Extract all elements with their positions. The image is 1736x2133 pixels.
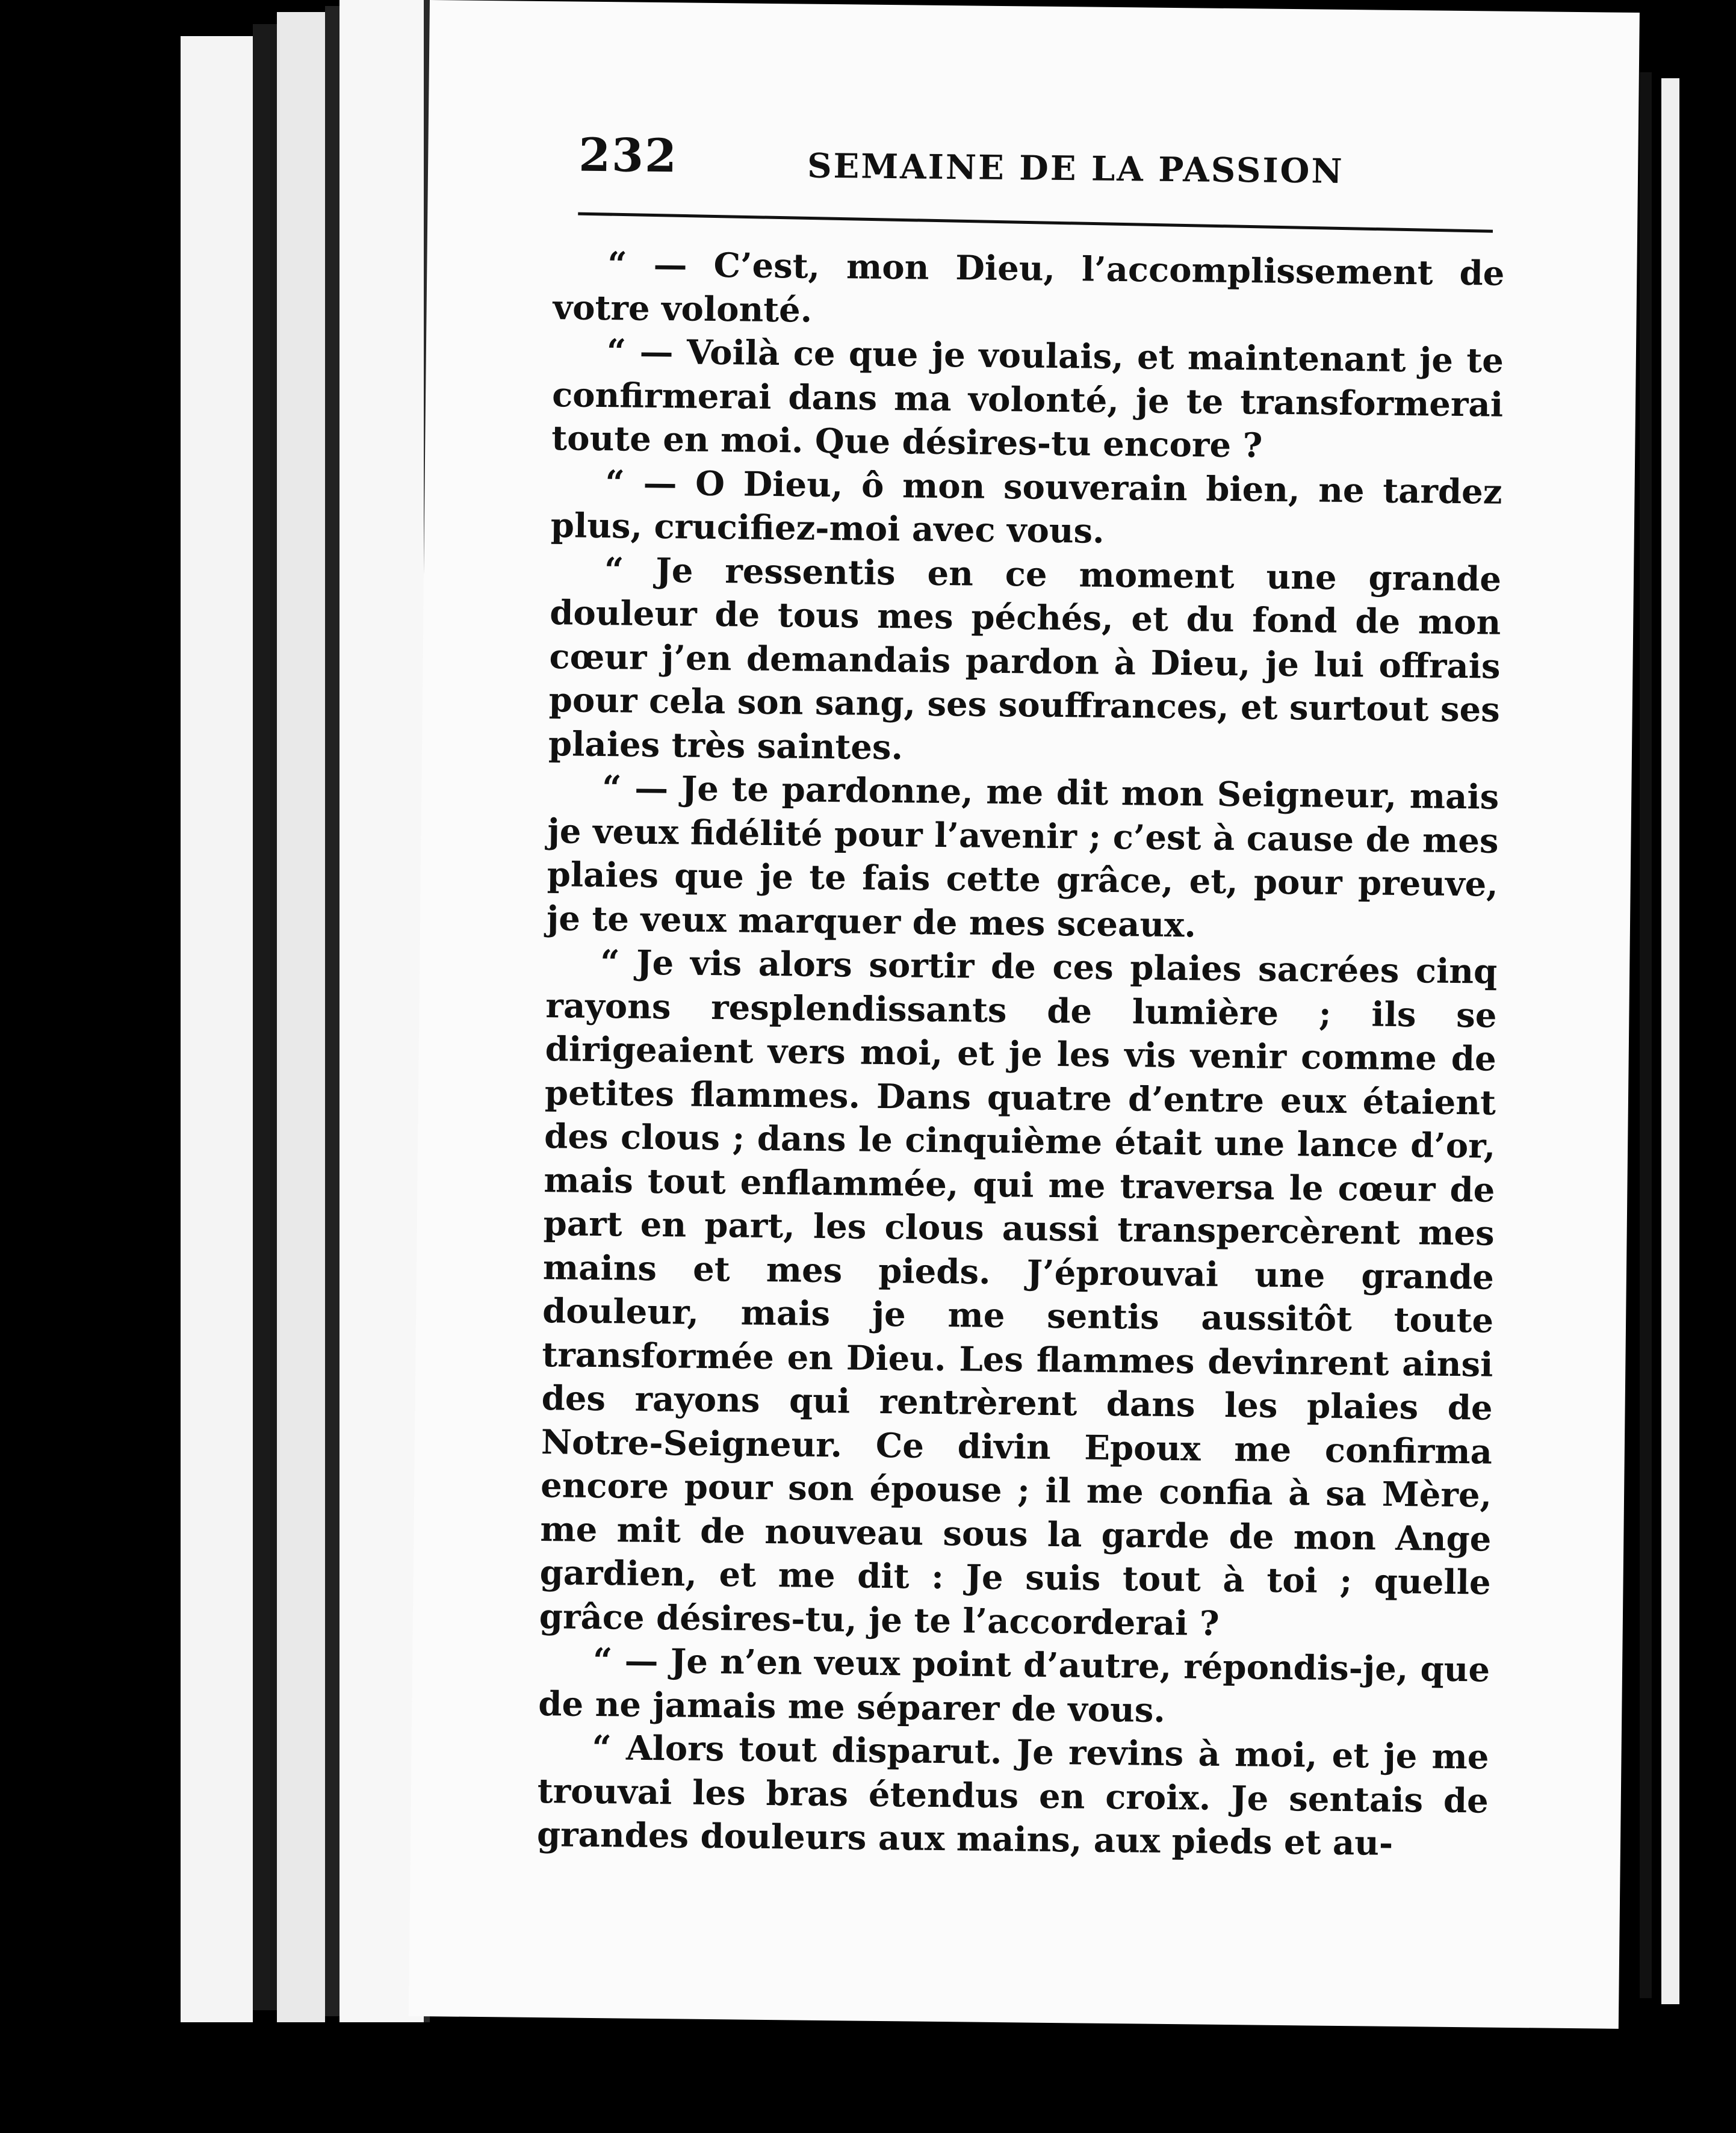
book-page <box>409 0 1640 2029</box>
next-page-edge <box>1661 78 1679 2004</box>
paragraph: “ — Je n’en veux point d’autre, répondis-je, que de ne jamais me séparer de vous. <box>538 1640 1490 1730</box>
page-edge-leaf <box>253 24 277 2010</box>
paragraph: “ — C’est, mon Dieu, l’accomplissement de votre volonté. <box>553 244 1505 330</box>
page-edge-leaf <box>277 12 325 2022</box>
paragraph: “ — O Dieu, ô mon souverain bien, ne tardez plus, crucifiez-moi avec vous. <box>550 462 1502 551</box>
running-head: SEMAINE DE LA PASSION <box>807 146 1344 191</box>
page-edge-leaf <box>181 36 253 2022</box>
paragraph: “ Je ressentis en ce moment une grande douleur de tous mes péchés, et du fond de mon cœur j’en demandais pardon à Dieu, je lui offrais pour cela son sang, ses souffrances, et surtout ses plaies très saintes. <box>548 550 1502 767</box>
paragraph: “ Je vis alors sortir de ces plaies sacrées cinq rayons resplendissants de lumière ; ils se dirigeaient vers moi, et je les vis venir comme de petites flammes. Dans quatre d’entre eux étaient des clous ; dans le cinquième était une lance d’or, mais tout enflammée, qui me traversa le cœur de part en part, les clous aussi transpercèrent mes mains et mes pieds. J’éprouvai une grande douleur, mais je me sentis aussitôt toute transformée en Dieu. Les flammes devinrent ainsi des rayons qui rentrèrent dans les plaies de Notre-Seigneur. Ce divin Epoux me confirma encore pour son épouse ; il me confia à sa Mère, me mit de nouveau sous la garde de mon Ange gardien, et me dit : Je suis tout à toi ; quelle grâce désires-tu, je te l’accorderai ? <box>539 943 1498 1644</box>
page-number: 232 <box>578 128 678 183</box>
paragraph: “ — Voilà ce que je voulais, et maintenant je te confirmerai dans ma volonté, je te transformerai toute en moi. Que désires-tu encore ? <box>551 332 1504 466</box>
page-header <box>578 128 1530 211</box>
page-edge-leaf <box>339 0 424 2022</box>
page-right-edge <box>1640 72 1652 1998</box>
body-text <box>537 242 1505 1866</box>
page-edge-leaf <box>325 6 339 2016</box>
paragraph: “ Alors tout disparut. Je revins à moi, et je me trouvai les bras étendus en croix. Je sentais de grandes douleurs aux mains, aux pieds et au- <box>536 1727 1489 1863</box>
paragraph: “ — Je te pardonne, me dit mon Seigneur, mais je veux fidélité pour l’avenir ; c’est à cause de mes plaies que je te fais cette grâce, et, pour preuve, je te veux marquer de mes sceaux. <box>546 768 1499 945</box>
header-rule <box>578 212 1493 233</box>
